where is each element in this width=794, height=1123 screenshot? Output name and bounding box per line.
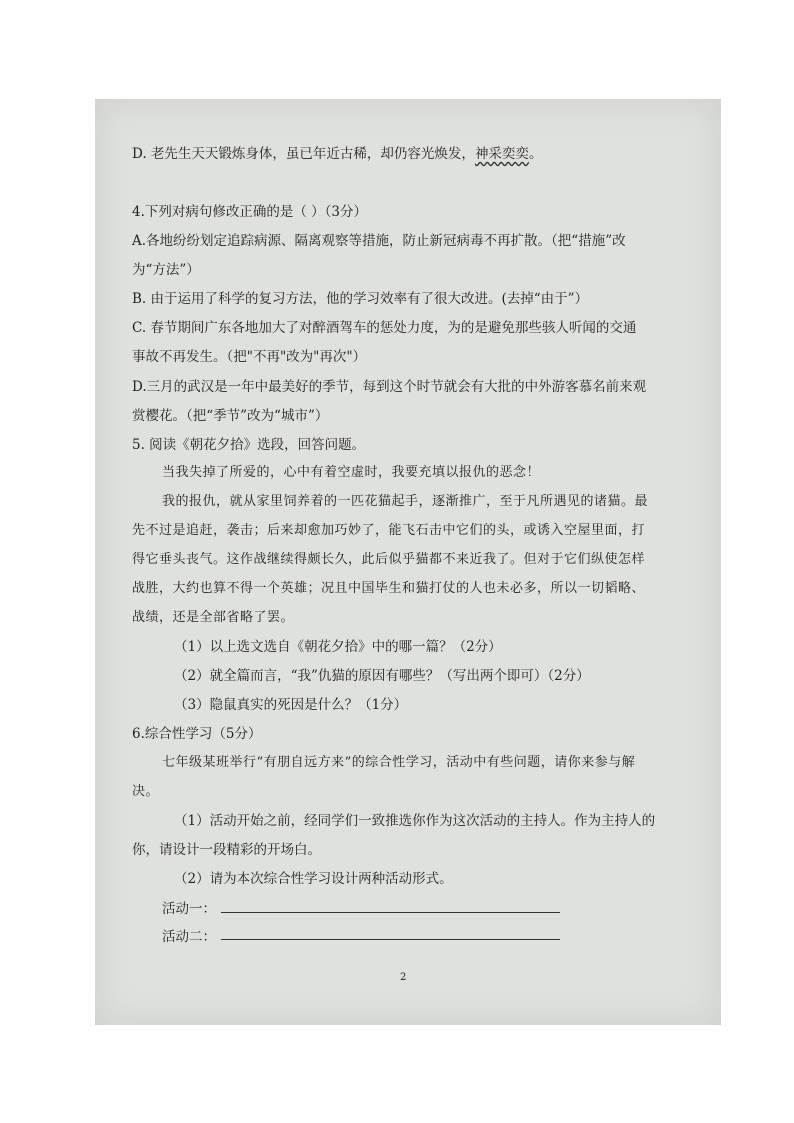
q5-passage-2c: 得它垂头丧气。这作战继续得颇长久，此后似乎猫都不来近我了。但对于它们纵使怎样 (132, 552, 646, 567)
q5-passage-2a: 我的报仇，就从家里饲养着的一匹花猫起手，逐渐推广，至于凡所遇见的诸猫。最 (162, 494, 649, 509)
activity-2-label: 活动二： (162, 929, 216, 945)
q4-option-c-1: C. 春节期间广东各地加大了对醉酒驾车的惩处力度，为的是避免那些骇人听闻的交通 (132, 320, 637, 336)
q6-sub1a: （1）活动开始之前，经同学们一致推选你作为这次活动的主持人。作为主持人的 (174, 813, 656, 829)
q6-sub2: （2）请为本次综合性学习设计两种活动形式。 (174, 871, 453, 887)
option-d-text: D. 老先生天天锻炼身体，虽已年近古稀，却仍容光焕发， (132, 146, 475, 162)
q5-stem: 5. 阅读《朝花夕拾》选段，回答问题。 (132, 437, 366, 453)
q6-sub1b: 你，请设计一段精彩的开场白。 (132, 842, 321, 858)
q6-intro-1: 七年级某班举行“有朋自远方来”的综合性学习，活动中有些问题，请你来参与解 (162, 755, 636, 770)
q4-option-b: B. 由于运用了科学的复习方法，他的学习效率有了很大改进。(去掉“由于”） (132, 291, 589, 307)
q6-intro-2: 决。 (132, 784, 160, 799)
q4-option-a-2: 为“方法”） (132, 262, 200, 278)
q5-passage-2e: 战绩，还是全部省略了罢。 (132, 610, 295, 625)
option-d-end: 。 (528, 146, 543, 162)
q5-sub3: （3）隐鼠真实的死因是什么？（1分） (174, 697, 408, 713)
q4-option-d-2: 赏樱花。（把“季节”改为“城市”） (132, 408, 329, 424)
activity-2-answer-line[interactable] (221, 939, 560, 940)
q5-sub1: （1）以上选文选自《朝花夕拾》中的哪一篇？（2分） (174, 639, 502, 655)
q5-passage-2b: 先不过是追赶，袭击；后来却愈加巧妙了，能飞石击中它们的头，或诱入空屋里面，打 (132, 523, 646, 538)
q4-stem: 4.下列对病句修改正确的是（ ）（3分） (132, 204, 368, 220)
q4-option-a-1: A.各地纷纷划定追踪病源、隔离观察等措施，防止新冠病毒不再扩散。（把“措施”改 (132, 233, 626, 249)
q4-option-d-1: D.三月的武汉是一年中最美好的季节，每到这个时节就会有大批的中外游客慕名前来观 (132, 379, 647, 395)
q6-stem: 6.综合性学习（5分） (132, 726, 262, 742)
q5-passage-1: 当我失掉了所爱的，心中有着空虚时，我要充填以报仇的恶念！ (162, 465, 541, 480)
q5-sub2: （2）就全篇而言，“我”仇猫的原因有哪些？（写出两个即可）（2分） (174, 668, 590, 684)
option-d-underlined: 神采奕奕 (474, 146, 529, 162)
activity-1-label: 活动一： (162, 901, 216, 917)
page-number: 2 (400, 972, 407, 983)
q4-option-c-2: 事故不再发生。（把"不再"改为"再次"） (132, 349, 367, 365)
option-d-line (132, 145, 542, 163)
q5-passage-2d: 战胜，大约也算不得一个英雄；况且中国毕生和猫打仗的人也未必多，所以一切韬略、 (132, 581, 646, 596)
activity-1-answer-line[interactable] (221, 912, 560, 913)
